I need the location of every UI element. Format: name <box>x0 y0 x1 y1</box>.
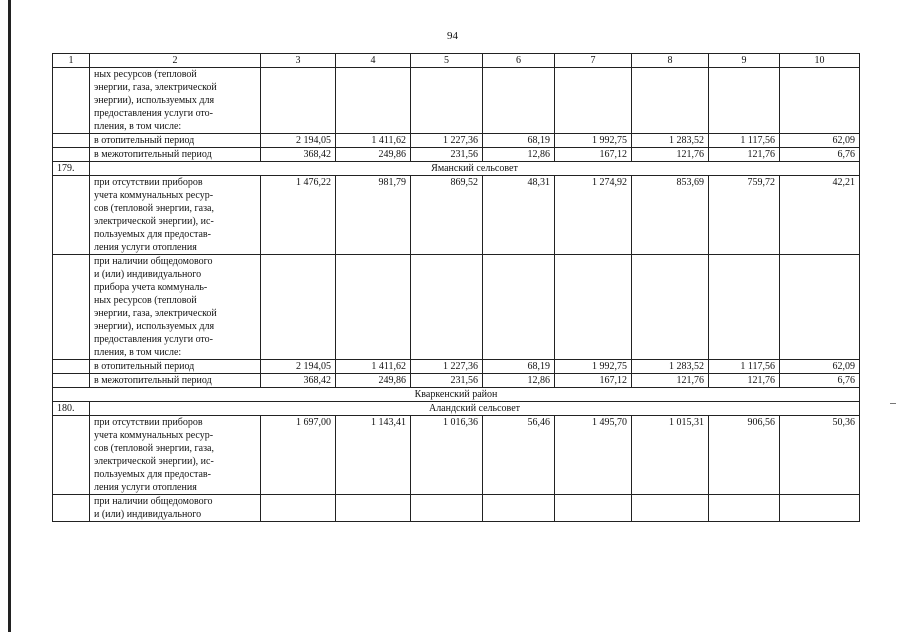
table-row <box>53 255 860 360</box>
value-cell: 56,46 <box>483 416 555 495</box>
value-cell: 6,76 <box>780 148 860 162</box>
column-number-row <box>53 54 860 68</box>
value-cell <box>261 255 336 360</box>
value-cell: 1 016,36 <box>411 416 483 495</box>
column-header: 5 <box>411 54 483 68</box>
column-header: 9 <box>709 54 780 68</box>
section-title: Аландский сельсовет <box>90 402 860 416</box>
row-label-cell: в отопительный период <box>90 134 261 148</box>
value-cell <box>555 68 632 134</box>
value-cell: 167,12 <box>555 148 632 162</box>
value-cell: 1 015,31 <box>632 416 709 495</box>
column-header: 8 <box>632 54 709 68</box>
value-cell: 12,86 <box>483 374 555 388</box>
value-cell: 231,56 <box>411 148 483 162</box>
value-cell: 1 697,00 <box>261 416 336 495</box>
row-label-cell: в межотопительный период <box>90 148 261 162</box>
row-label-cell: при отсутствии приборов учета коммунальных ресур- сов (тепловой энергии, газа, электрической энергии), ис- пользуемых для предостав- ления услуги отопления <box>90 176 261 255</box>
value-cell: 1 476,22 <box>261 176 336 255</box>
table-row <box>53 374 860 388</box>
value-cell <box>411 68 483 134</box>
value-cell: 1 227,36 <box>411 360 483 374</box>
table-row <box>53 360 860 374</box>
value-cell: 12,86 <box>483 148 555 162</box>
row-number-cell <box>53 416 90 495</box>
value-cell: 906,56 <box>709 416 780 495</box>
value-cell: 2 194,05 <box>261 134 336 148</box>
column-header: 10 <box>780 54 860 68</box>
table-row <box>53 495 860 522</box>
value-cell: 62,09 <box>780 134 860 148</box>
value-cell: 1 143,41 <box>336 416 411 495</box>
column-header: 7 <box>555 54 632 68</box>
value-cell: 1 283,52 <box>632 134 709 148</box>
row-number-cell <box>53 68 90 134</box>
value-cell: 368,42 <box>261 148 336 162</box>
value-cell <box>261 68 336 134</box>
row-label-cell: при отсутствии приборов учета коммунальных ресур- сов (тепловой энергии, газа, электрической энергии), ис- пользуемых для предостав- ления услуги отопления <box>90 416 261 495</box>
table-row <box>53 68 860 134</box>
value-cell: 249,86 <box>336 374 411 388</box>
value-cell: 1 495,70 <box>555 416 632 495</box>
value-cell: 121,76 <box>632 374 709 388</box>
value-cell <box>632 255 709 360</box>
scan-left-edge <box>8 0 11 632</box>
value-cell: 6,76 <box>780 374 860 388</box>
value-cell: 121,76 <box>709 374 780 388</box>
value-cell: 48,31 <box>483 176 555 255</box>
row-label-cell: в межотопительный период <box>90 374 261 388</box>
section-number: 180. <box>53 402 90 416</box>
district-title: Кваркенский район <box>53 388 860 402</box>
table-row <box>53 176 860 255</box>
value-cell <box>336 495 411 522</box>
value-cell <box>555 495 632 522</box>
section-row <box>53 402 860 416</box>
value-cell: 231,56 <box>411 374 483 388</box>
column-header: 3 <box>261 54 336 68</box>
row-label-cell: ных ресурсов (тепловой энергии, газа, электрической энергии), используемых для предоставления услуги ото- пления, в том числе: <box>90 68 261 134</box>
section-number: 179. <box>53 162 90 176</box>
value-cell: 368,42 <box>261 374 336 388</box>
column-header: 6 <box>483 54 555 68</box>
page-number: 94 <box>447 30 458 42</box>
value-cell <box>483 495 555 522</box>
column-header: 4 <box>336 54 411 68</box>
value-cell <box>411 495 483 522</box>
value-cell: 1 992,75 <box>555 360 632 374</box>
table-row <box>53 148 860 162</box>
value-cell: 1 283,52 <box>632 360 709 374</box>
value-cell: 1 274,92 <box>555 176 632 255</box>
value-cell: 68,19 <box>483 134 555 148</box>
value-cell <box>555 255 632 360</box>
value-cell: 1 411,62 <box>336 134 411 148</box>
value-cell: 50,36 <box>780 416 860 495</box>
tariff-table <box>52 53 860 522</box>
value-cell <box>411 255 483 360</box>
row-number-cell <box>53 176 90 255</box>
value-cell <box>261 495 336 522</box>
column-header: 2 <box>90 54 261 68</box>
row-number-cell <box>53 148 90 162</box>
value-cell: 62,09 <box>780 360 860 374</box>
row-number-cell <box>53 134 90 148</box>
value-cell: 1 117,56 <box>709 360 780 374</box>
value-cell <box>780 495 860 522</box>
value-cell <box>780 255 860 360</box>
row-number-cell <box>53 495 90 522</box>
value-cell: 68,19 <box>483 360 555 374</box>
value-cell: 1 411,62 <box>336 360 411 374</box>
column-header: 1 <box>53 54 90 68</box>
value-cell: 121,76 <box>709 148 780 162</box>
value-cell: 759,72 <box>709 176 780 255</box>
district-row <box>53 388 860 402</box>
value-cell: 853,69 <box>632 176 709 255</box>
row-number-cell <box>53 255 90 360</box>
value-cell: 42,21 <box>780 176 860 255</box>
value-cell: 1 992,75 <box>555 134 632 148</box>
value-cell: 1 117,56 <box>709 134 780 148</box>
table-row <box>53 134 860 148</box>
value-cell <box>336 255 411 360</box>
value-cell <box>709 495 780 522</box>
value-cell: 869,52 <box>411 176 483 255</box>
value-cell <box>709 68 780 134</box>
value-cell: 121,76 <box>632 148 709 162</box>
section-title: Яманский сельсовет <box>90 162 860 176</box>
value-cell <box>632 68 709 134</box>
row-number-cell <box>53 374 90 388</box>
scan-mark <box>890 403 896 404</box>
value-cell <box>336 68 411 134</box>
value-cell <box>483 255 555 360</box>
value-cell: 981,79 <box>336 176 411 255</box>
value-cell <box>780 68 860 134</box>
section-row <box>53 162 860 176</box>
table-row <box>53 416 860 495</box>
value-cell <box>709 255 780 360</box>
value-cell: 249,86 <box>336 148 411 162</box>
value-cell: 2 194,05 <box>261 360 336 374</box>
row-label-cell: в отопительный период <box>90 360 261 374</box>
value-cell <box>632 495 709 522</box>
row-number-cell <box>53 360 90 374</box>
value-cell <box>483 68 555 134</box>
value-cell: 1 227,36 <box>411 134 483 148</box>
value-cell: 167,12 <box>555 374 632 388</box>
row-label-cell: при наличии общедомового и (или) индивидуального прибора учета коммуналь- ных ресурсов (тепловой энергии, газа, электрической энергии), используемых для предоставления услуги ото- пления, в том числе: <box>90 255 261 360</box>
row-label-cell: при наличии общедомового и (или) индивидуального <box>90 495 261 522</box>
